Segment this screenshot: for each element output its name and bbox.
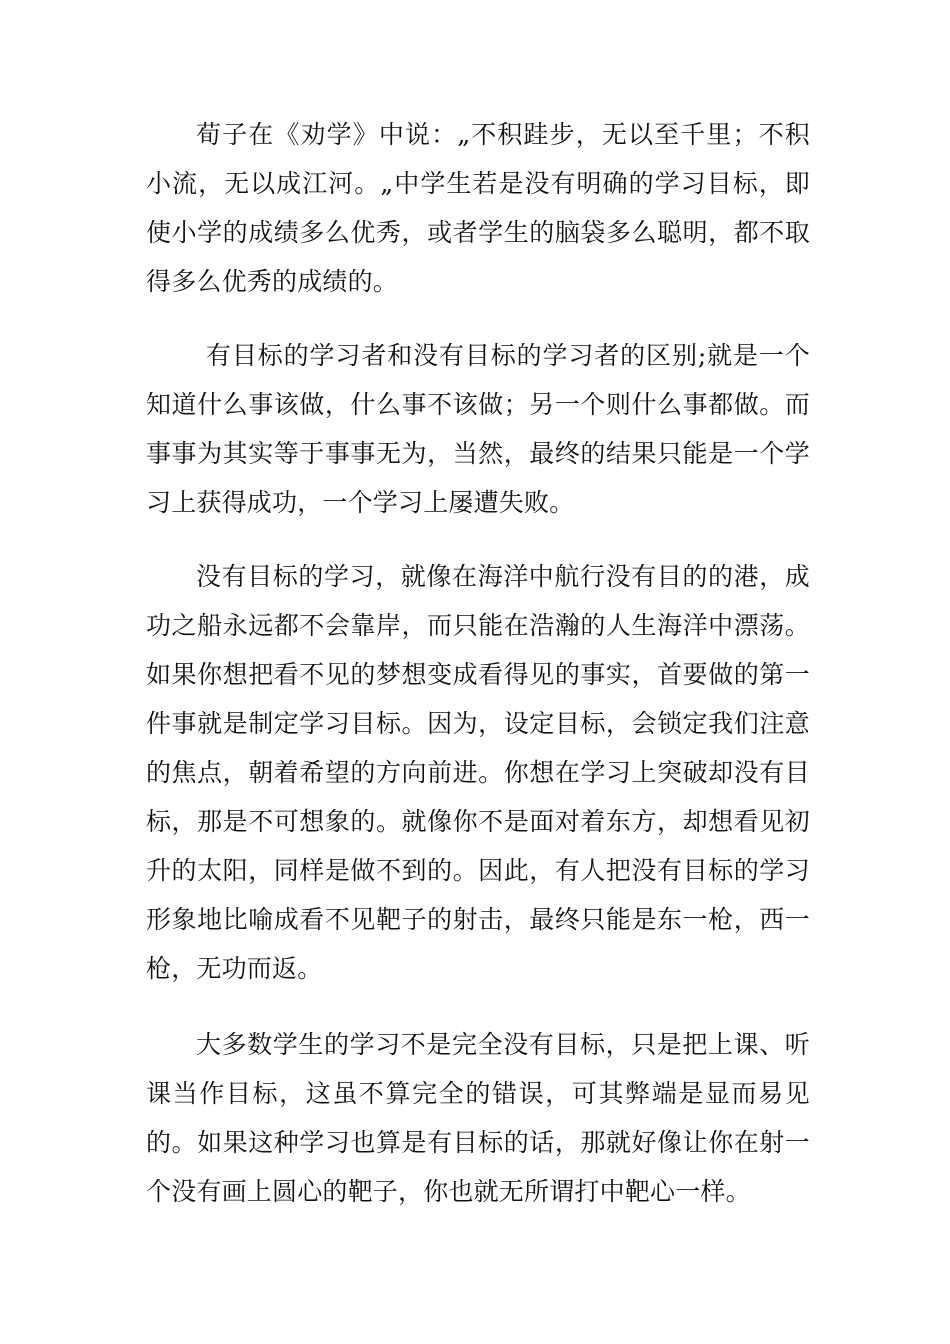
- paragraph-1: 荀子在《劝学》中说：„不积跬步，无以至千里；不积小流，无以成江河。„中学生若是没有明确的学习目标，即使小学的成绩多么优秀，或者学生的脑袋多么聪明，都不取得多么优秀的成绩的。: [146, 120, 810, 296]
- paragraph-block-1: [146, 110, 810, 306]
- paragraph-block-4: [146, 1020, 810, 1216]
- paragraph-block-3: [146, 552, 810, 993]
- paragraph-3: 没有目标的学习，就像在海洋中航行没有目的的港，成功之船永远都不会靠岸，而只能在浩瀚的人生海洋中漂荡。如果你想把看不见的梦想变成看得见的事实，首要做的第一件事就是制定学习目标。因为，设定目标，会锁定我们注意的焦点，朝着希望的方向前进。你想在学习上突破却没有目标，那是不可想象的。就像你不是面对着东方，却想看见初升的太阳，同样是做不到的。因此，有人把没有目标的学习形象地比喻成看不见靶子的射击，最终只能是东一枪，西一枪，无功而返。: [146, 562, 810, 983]
- paragraph-2: 有目标的学习者和没有目标的学习者的区别;就是一个知道什么事该做，什么事不该做；另一个则什么事都做。而事事为其实等于事事无为，当然，最终的结果只能是一个学习上获得成功，一个学习上屡遭失败。: [146, 341, 810, 517]
- paragraph-4: 大多数学生的学习不是完全没有目标，只是把上课、听课当作目标，这虽不算完全的错误，可其弊端是显而易见的。如果这种学习也算是有目标的话，那就好像让你在射一个没有画上圆心的靶子，你也就无所谓打中靶心一样。: [146, 1030, 810, 1206]
- paragraph-block-2: [146, 331, 810, 527]
